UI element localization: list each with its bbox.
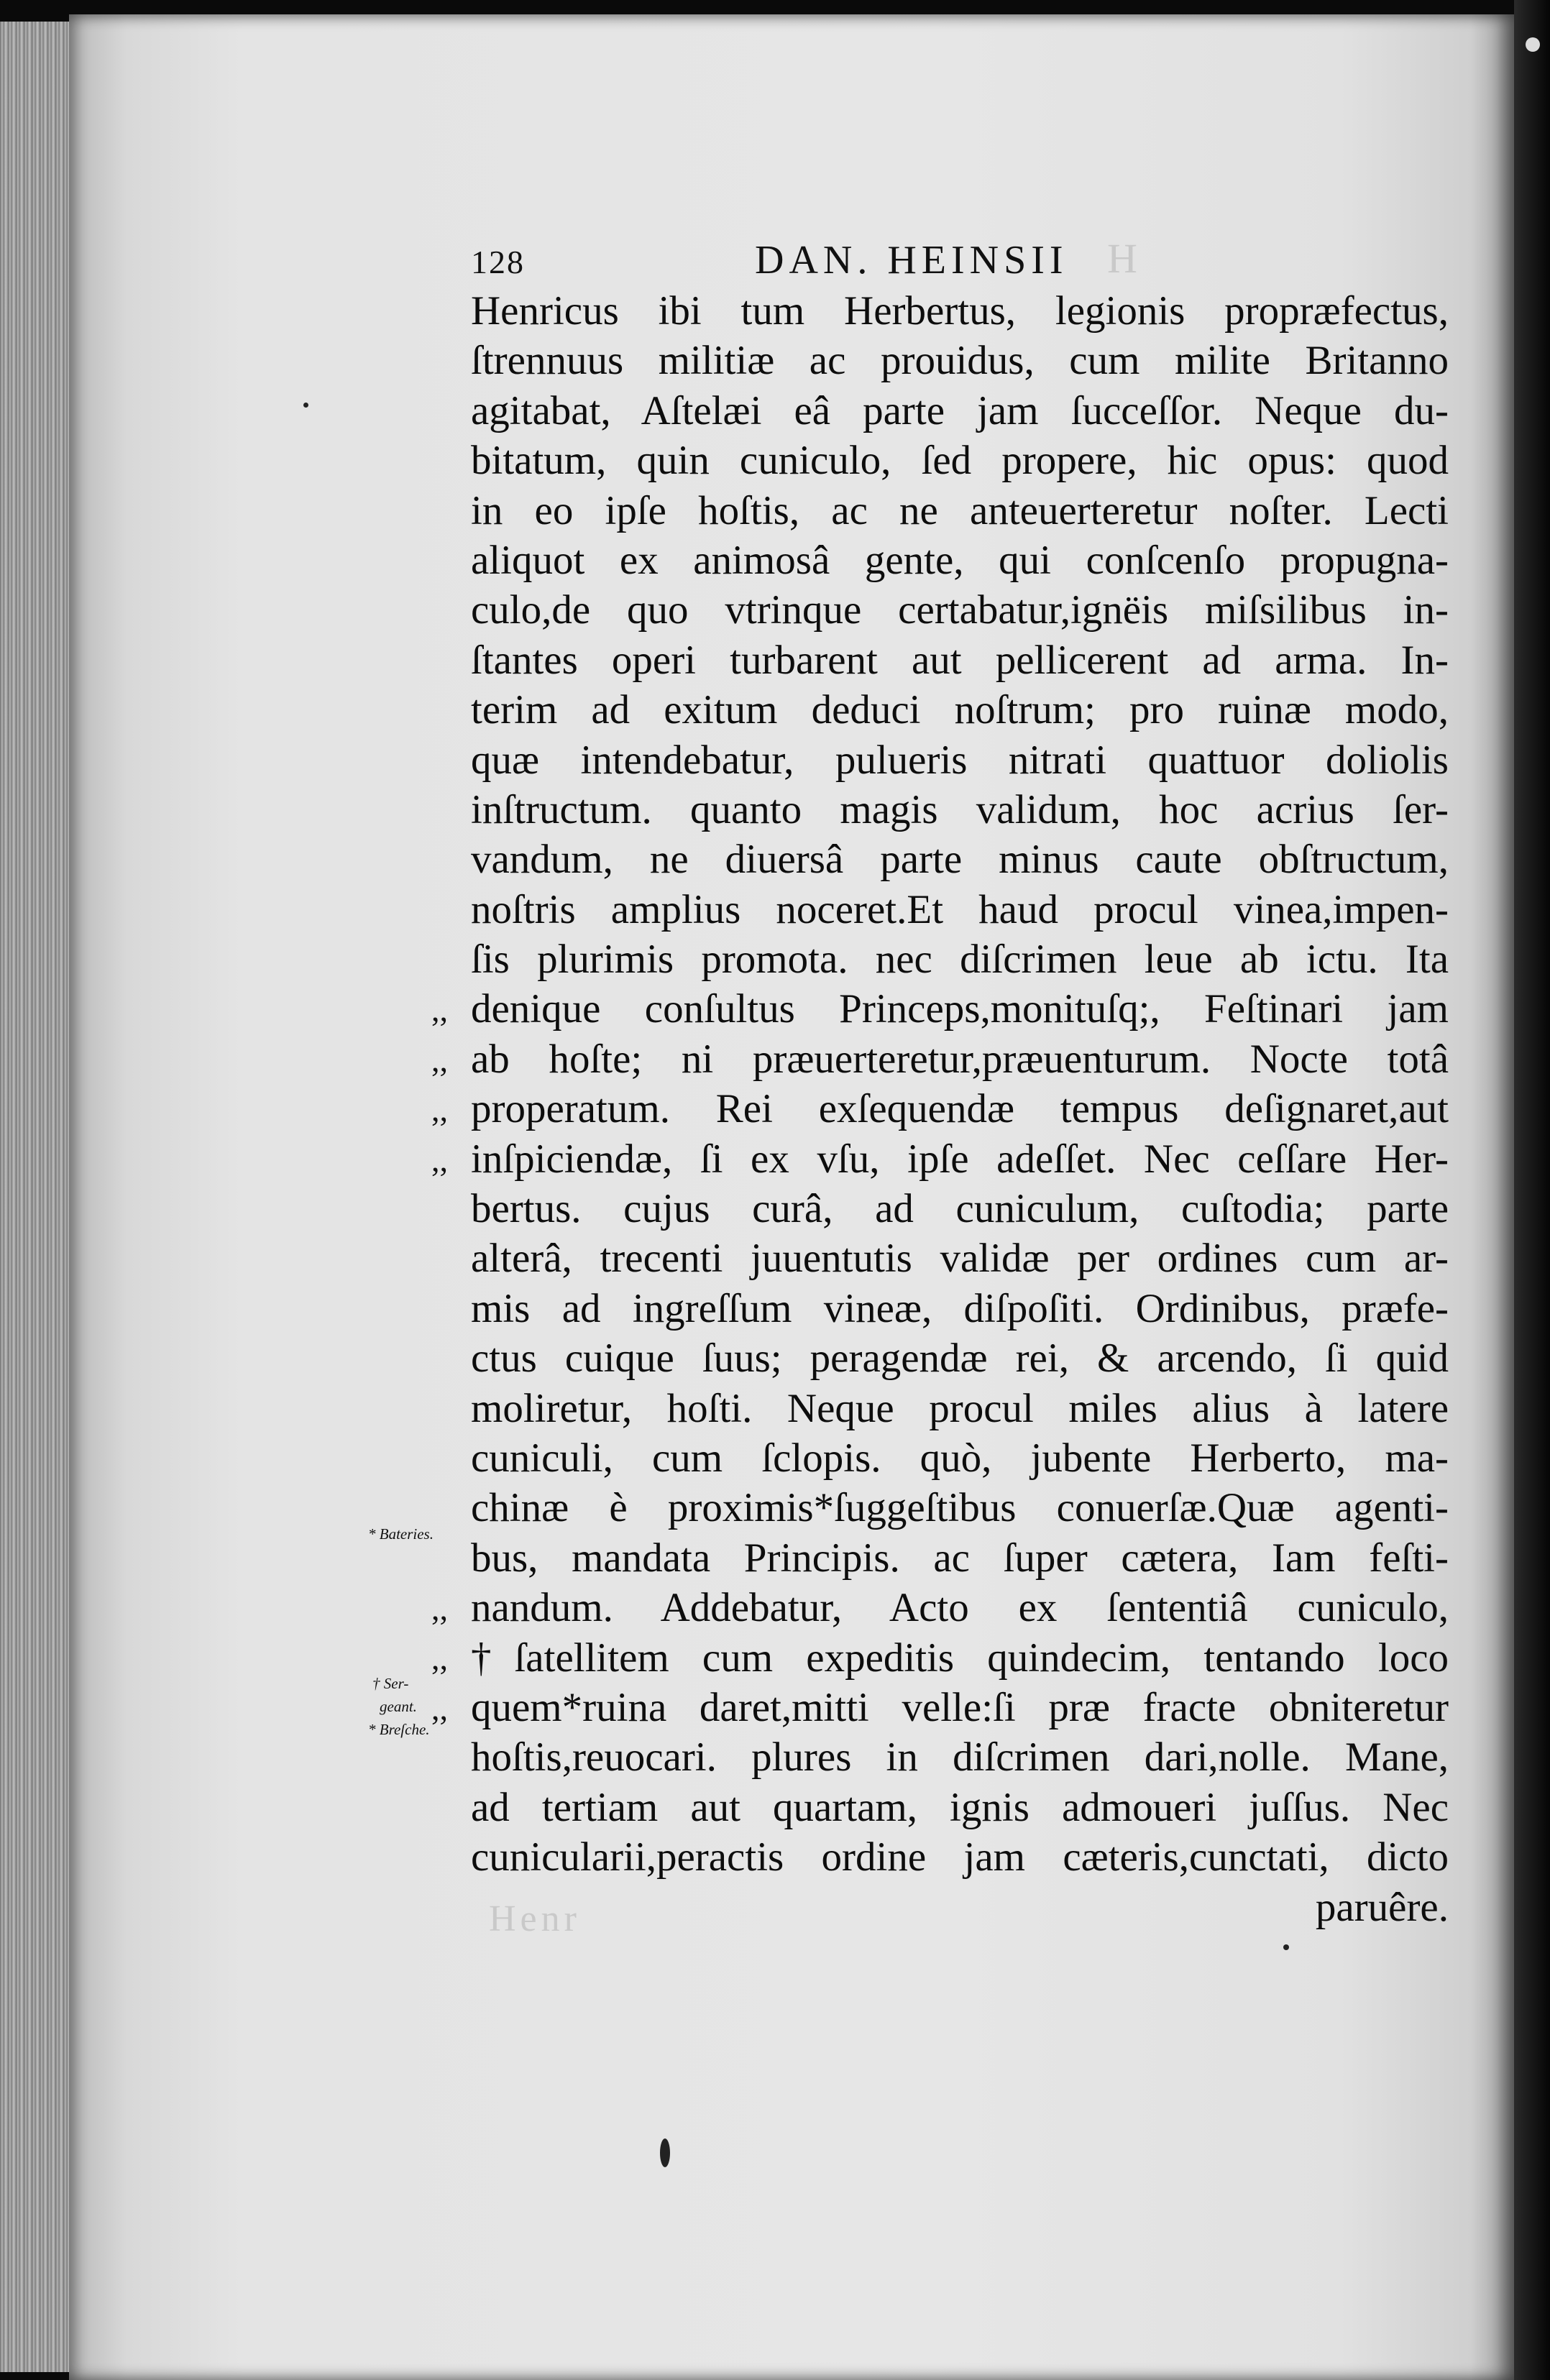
body-text xyxy=(471,286,1449,1932)
text-line: quæ intendebatur, pulueris nitrati quattuor doliolis xyxy=(471,737,1449,783)
text-line: bus, mandata Principis. ac ſuper cætera, Iam feſti- xyxy=(471,1535,1449,1581)
quote-mark: ,, xyxy=(431,1091,448,1128)
text-line: bertus. cujus curâ, ad cuniculum, cuſtodia; parte xyxy=(471,1186,1449,1232)
text-line: Henricus ibi tum Herbertus, legionis propræfectus, xyxy=(471,288,1449,334)
text-line: nandum. Addebatur, Acto ex ſententiâ cuniculo, xyxy=(471,1585,1449,1631)
marginal-note-bresche: * Breſche. xyxy=(368,1721,430,1738)
text-line: vandum, ne diuersâ parte minus caute obſtructum, xyxy=(471,837,1449,883)
binding-shadow xyxy=(1514,0,1550,2380)
text-line: ad tertiam aut quartam, ignis admoueri juſſus. Nec xyxy=(471,1784,1449,1830)
text-line: mis ad ingreſſum vineæ, diſpoſiti. Ordinibus, præfe- xyxy=(471,1285,1449,1331)
text-line: terim ad exitum deduci noſtrum; pro ruinæ modo, xyxy=(471,687,1449,733)
ink-speck xyxy=(1283,1944,1289,1950)
quote-mark: ,, xyxy=(431,1590,448,1627)
text-line: in eo ipſe hoſtis, ac ne anteuerteretur noſter. Lecti xyxy=(471,487,1449,533)
text-line: quem*ruina daret,mitti velle:ſi præ fracte obniteretur xyxy=(471,1684,1449,1730)
text-line: properatum. Rei exſequendæ tempus deſignaret,aut xyxy=(471,1086,1449,1132)
text-line: bitatum, quin cuniculo, ſed propere, hic opus: quod xyxy=(471,438,1449,484)
text-line: culo,de quo vtrinque certabatur,ignëis miſsilibus in- xyxy=(471,587,1449,633)
text-line: ſtantes operi turbarent aut pellicerent ad arma. In- xyxy=(471,637,1449,683)
text-line: moliretur, hoſti. Neque procul miles alius à latere xyxy=(471,1385,1449,1431)
text-line: inſtructum. quanto magis validum, hoc acrius ſer- xyxy=(471,786,1449,832)
text-line: agitabat, Aſtelæi eâ parte jam ſucceſſor. Neque du- xyxy=(471,387,1449,433)
text-line: cunicularii,peractis ordine jam cæteris,cunctati, dicto xyxy=(471,1834,1449,1880)
text-line: alterâ, trecenti juuentutis validæ per ordines cum ar- xyxy=(471,1236,1449,1282)
text-line: aliquot ex animosâ gente, qui conſcenſo propugna- xyxy=(471,537,1449,583)
ink-speck xyxy=(303,403,308,408)
quote-mark: ,, xyxy=(431,1690,448,1727)
quote-mark: ,, xyxy=(431,1141,448,1178)
running-head: DAN. HEINSII xyxy=(755,238,1068,282)
text-line: ſtrennuus militiæ ac prouidus, cum milite Britanno xyxy=(471,338,1449,384)
text-line: ab hoſte; ni præuerteretur,præuenturum. Nocte totâ xyxy=(471,1036,1449,1082)
stacked-page-edges xyxy=(0,22,72,2372)
marginal-note-bateries: * Bateries. xyxy=(368,1525,434,1543)
text-line: chinæ è proximis*ſuggeſtibus conuerſæ.Quæ agenti- xyxy=(471,1485,1449,1531)
ink-speck xyxy=(660,2138,670,2167)
show-through-lower: Henr xyxy=(489,1898,581,1939)
page-number: 128 xyxy=(471,244,525,280)
quote-mark: ,, xyxy=(431,991,448,1028)
text-line-last: paruêre. xyxy=(1315,1884,1449,1930)
show-through-head: H xyxy=(1107,235,1142,282)
page-clip xyxy=(1526,37,1540,52)
quote-mark: ,, xyxy=(431,1640,448,1676)
text-line: †ſatellitem cum expeditis quindecim, tentando loco xyxy=(471,1635,1449,1681)
text-line: noſtris amplius noceret.Et haud procul vinea,impen- xyxy=(471,886,1449,932)
quote-mark: ,, xyxy=(431,1042,448,1078)
marginal-note-sergeant-cont: geant. xyxy=(380,1698,417,1715)
text-line: hoſtis,reuocari. plures in diſcrimen dari,nolle. Mane, xyxy=(471,1735,1449,1781)
text-line: denique conſultus Princeps,monituſq;, Feſtinari jam xyxy=(471,986,1449,1032)
text-line: cuniculi, cum ſclopis. quò, jubente Herberto, ma- xyxy=(471,1435,1449,1481)
marginal-note-sergeant: † Ser- xyxy=(372,1675,409,1692)
text-line: ctus cuique ſuus; peragendæ rei, & arcendo, ſi quid xyxy=(471,1336,1449,1382)
text-line: inſpiciendæ, ſi ex vſu, ipſe adeſſet. Nec ceſſare Her- xyxy=(471,1136,1449,1182)
text-line: ſis plurimis promota. nec diſcrimen leue ab ictu. Ita xyxy=(471,937,1449,983)
